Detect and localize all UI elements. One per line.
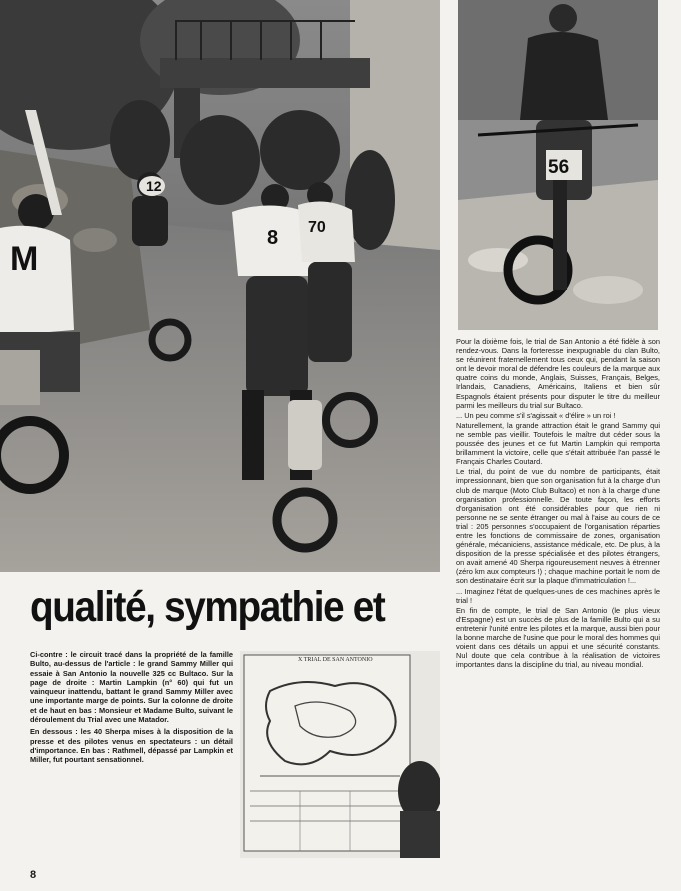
page-number: 8: [30, 869, 37, 881]
article-paragraph: Naturellement, la grande attraction était le grand Sammy qui ne semble pas vieillir. Toutefois le maître dut céder sous la poussée des jeunes et ce fut Martin Lampkin qui remporta brillamment la victoire, celle que s'était attribuée l'an passé le Français Charles Coutard.: [456, 420, 660, 467]
bib-number-12: 12: [146, 178, 162, 194]
headline: qualité, sympathie et: [30, 583, 385, 631]
article-paragraph: En fin de compte, le trial de San Antonio (le plus vieux d'Espagne) est un succès de plus de la famille Bulto qui a su entretenir l'unité entre les pilotes et la marque, aussi bien pour la bonne marche de l'usine que pour le moral des hommes qui voient dans ces détails un appui et une sécurité constants. Nul doute que cela contribue à la réalisation de victoires importantes dans la discipline du trial, au niveau mondial.: [456, 605, 660, 670]
map-title: X TRIAL DE SAN ANTONIO: [298, 657, 373, 663]
photo-caption: [30, 650, 233, 768]
bib-number-56: 56: [548, 157, 570, 178]
article-paragraph: Pour la dixième fois, le trial de San Antonio a été fidèle à son rendez-vous. Dans la forteresse inexpugnable du clan Bulto, se réunirent fraternellement tous ceux qui, pendant la saison ont le devoir moral de défendre les couleurs de la marque aux quatre coins du monde, Anglais, Suisses, Français, Belges, Irlandais, Canadiens, Américains, Italiens et bien sûr Espagnols étaient présents pour disputer le titre du meilleur parmi les meilleurs du trial sur Bultaco.: [456, 337, 660, 410]
photo-circuit-map: [240, 651, 440, 858]
bib-number-8: 8: [267, 227, 279, 249]
article-paragraph: Le trial, du point de vue du nombre de participants, était impressionnant, bien que son organisation fut à la charge d'un club de marque (Moto Club Bultaco) et non à la charge d'une organisation professionnelle. De toute façon, les efforts d'organisation ont été considérables pour que rien ni personne ne se sente étranger ou mal à l'aise au cours de ce trial : 205 personnes s'occupaient de l'organisation réparties entre les fonctions de commissaire de zones, organisation générale, mécaniciens, assistance médicale, etc. De plus, à la disposition de la presse spécialisée et des pilotes étrangers, on avait amené 40 Sherpa rigoureusement neuves à étrenner (zéro km aux compteurs !) ; chaque machine portait le nom de son destinataire écrit sur la plaque d'immatriculation !...: [456, 467, 660, 586]
article-paragraph: ... Un peu comme s'il s'agissait « d'élire » un roi !: [456, 410, 616, 420]
photo-rider-56: [458, 0, 658, 330]
rider-letter-m: M: [10, 240, 39, 278]
photo-trial-riders: [0, 0, 440, 572]
article-paragraph: ... Imaginez l'état de quelques-unes de ces machines après le trial !: [456, 586, 660, 605]
caption-paragraph: En dessous : les 40 Sherpa mises à la disposition de la presse et des pilotes venus en spectateurs : un détail d'importance. En bas : Rathmell, dépassé par Lampkin et Miller, fut pourtant sensationnel.: [30, 727, 233, 765]
bib-number-70: 70: [308, 219, 326, 236]
article-body: [456, 337, 660, 670]
caption-paragraph: Ci-contre : le circuit tracé dans la propriété de la famille Bulto, au-dessus de l'article : le grand Sammy Miller qui essaie à San Antonio la nouvelle 325 cc Bultaco. Sur la page de droite : Martin Lampkin (n° 60) qui fut un vainqueur inattendu, battant le grand Sammy Miller avec une importante marge de points. Sur la colonne de droite et de haut en bas : Monsieur et Madame Bulto, suivant le déroulement du Trial avec une Matador.: [30, 650, 233, 725]
